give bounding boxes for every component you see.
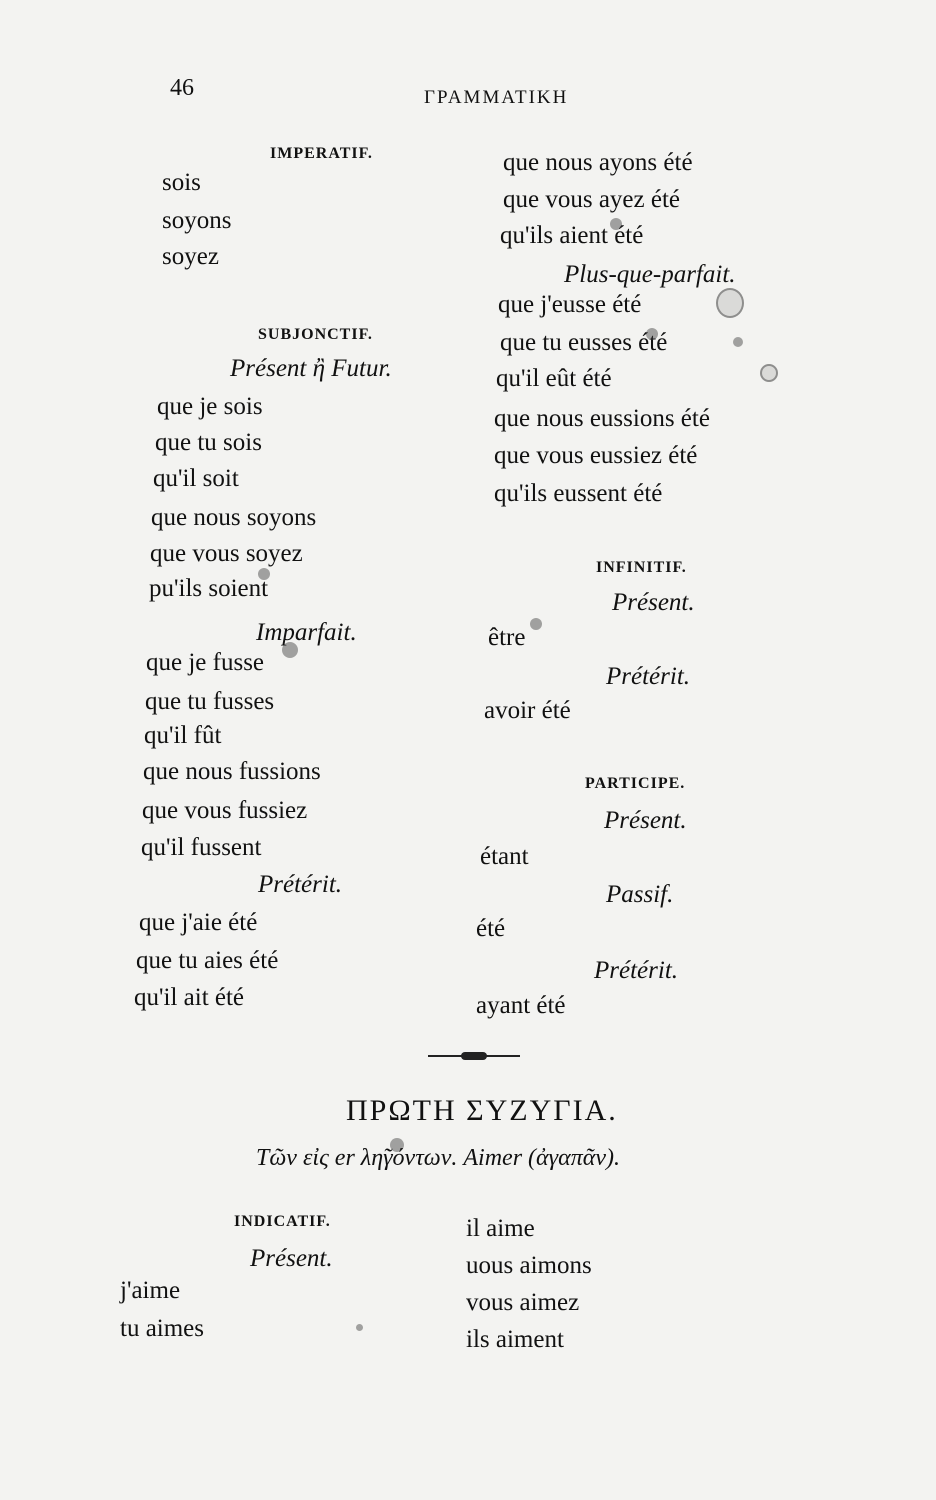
subjonctif-imparfait-form: que je fusse: [146, 649, 265, 676]
infinitif-heading: INFINITIF.: [596, 559, 687, 576]
subjonctif-present-label: Présent ἢ Futur.: [230, 355, 392, 382]
subjonctif-present-form: que je sois: [157, 393, 263, 420]
indicatif-present-form: tu aimes: [120, 1315, 205, 1342]
participe-heading: PARTICIPE.: [585, 775, 686, 792]
ink-spot: [356, 1324, 363, 1331]
imperatif-form: soyons: [162, 207, 232, 234]
subjonctif-heading: SUBJONCTIF.: [258, 326, 373, 343]
imperatif-form: soyez: [162, 243, 219, 270]
plus-que-parfait-form: que tu eusses été: [500, 329, 668, 356]
subjonctif-present-form: qu'il soit: [153, 465, 239, 492]
participe-passif-label: Passif.: [606, 881, 674, 908]
ink-stain: [716, 288, 744, 318]
subjonctif-imparfait-form: que vous fussiez: [142, 797, 308, 824]
subjonctif-present-form: pu'ils soient: [149, 575, 269, 602]
ink-spot: [646, 328, 658, 340]
running-title: ΓΡΑΜΜΑΤΙΚΗ: [424, 87, 569, 108]
subjonctif-passe-form: que nous ayons été: [503, 149, 693, 176]
infinitif-present-label: Présent.: [612, 589, 695, 616]
subjonctif-imparfait-form: que tu fusses: [145, 688, 275, 715]
subjonctif-preterit-form: que j'aie été: [139, 909, 258, 936]
participe-preterit-label: Prétérit.: [594, 957, 679, 984]
infinitif-preterit-label: Prétérit.: [606, 663, 691, 690]
subjonctif-preterit-form: que tu aies été: [136, 947, 279, 974]
ink-spot: [610, 218, 622, 230]
plus-que-parfait-label: Plus-que-parfait.: [564, 261, 736, 288]
indicatif-present-form: uous aimons: [466, 1252, 592, 1279]
indicatif-present-form: vous aimez: [466, 1289, 580, 1316]
indicatif-present-label: Présent.: [250, 1245, 333, 1272]
indicatif-present-form: il aime: [466, 1215, 535, 1242]
infinitif-present-form: être: [488, 624, 526, 651]
indicatif-present-form: ils aiment: [466, 1326, 564, 1353]
participe-present-label: Présent.: [604, 807, 687, 834]
plus-que-parfait-form: que j'eusse été: [498, 291, 642, 318]
ink-spot: [258, 568, 270, 580]
subjonctif-preterit-form: qu'il ait été: [134, 984, 245, 1011]
ink-spot: [282, 642, 298, 658]
section-title: ΠΡΩΤΗ ΣΥΖΥΓΙΑ.: [346, 1094, 618, 1127]
plus-que-parfait-form: que nous eussions été: [494, 405, 710, 432]
participe-present-form: étant: [480, 843, 529, 870]
section-divider-ornament: [461, 1052, 487, 1060]
ink-stain: [760, 364, 778, 382]
page-number: 46: [170, 75, 194, 101]
subjonctif-present-form: que nous soyons: [151, 504, 317, 531]
indicatif-heading: INDICATIF.: [234, 1213, 331, 1230]
plus-que-parfait-form: que vous eussiez été: [494, 442, 698, 469]
subjonctif-present-form: que tu sois: [155, 429, 262, 456]
ink-spot: [733, 337, 743, 347]
subjonctif-imparfait-form: qu'il fût: [144, 722, 222, 749]
subjonctif-imparfait-form: que nous fussions: [143, 758, 321, 785]
indicatif-present-form: j'aime: [120, 1277, 181, 1304]
subjonctif-preterit-label: Prétérit.: [258, 871, 343, 898]
subjonctif-present-form: que vous soyez: [150, 540, 303, 567]
subjonctif-passe-form: que vous ayez été: [503, 186, 681, 213]
subjonctif-imparfait-label: Imparfait.: [256, 619, 357, 646]
ink-spot: [390, 1138, 404, 1152]
ink-spot: [530, 618, 542, 630]
plus-que-parfait-form: qu'ils eussent été: [494, 480, 663, 507]
imperatif-heading: IMPERATIF.: [270, 145, 373, 162]
participe-preterit-form: ayant été: [476, 992, 566, 1019]
section-subtitle: Τῶν εἰς er λη̃γόντων. Aimer (ἀγαπᾶν).: [256, 1145, 620, 1171]
plus-que-parfait-form: qu'il eût été: [496, 365, 612, 392]
imperatif-form: sois: [162, 169, 201, 196]
participe-passif-form: été: [476, 915, 506, 942]
subjonctif-imparfait-form: qu'il fussent: [141, 834, 262, 861]
infinitif-preterit-form: avoir été: [484, 697, 571, 724]
subjonctif-passe-form: qu'ils aient été: [500, 222, 644, 249]
